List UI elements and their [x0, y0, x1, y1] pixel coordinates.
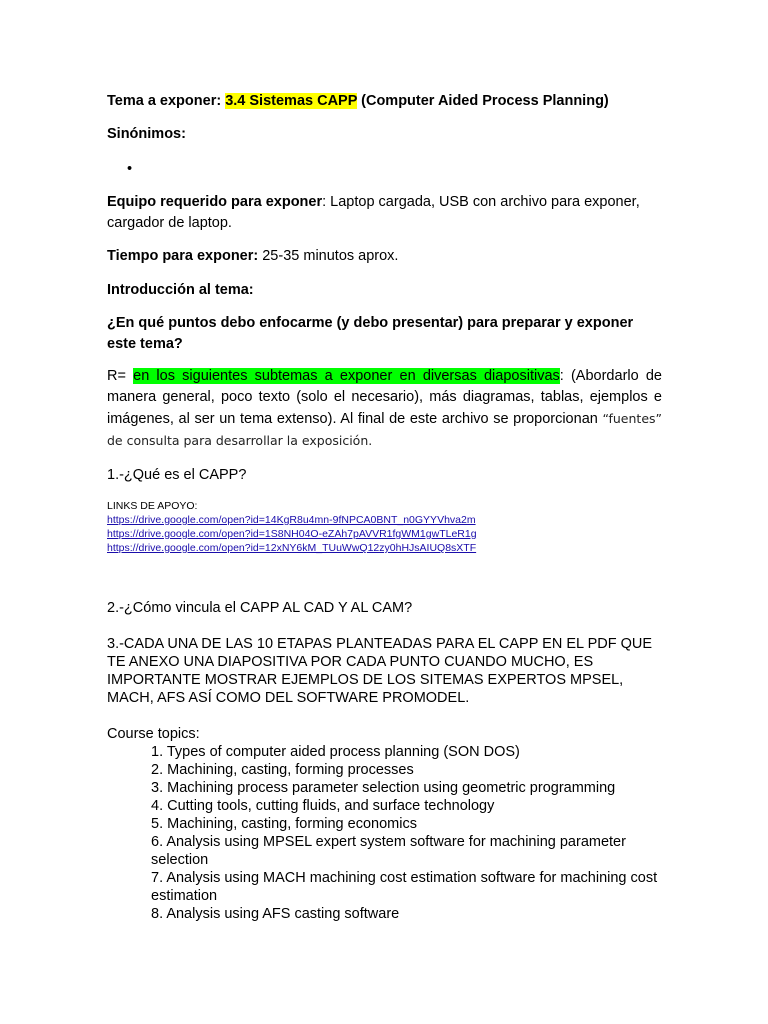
links-block: [107, 499, 662, 555]
course-topics: [107, 725, 662, 923]
respuesta-paragraph: [107, 366, 662, 452]
tiempo-text: 25-35 minutos aprox.: [258, 248, 399, 264]
sinonimos-list: [107, 159, 662, 180]
respuesta-highlight: en los siguientes subtemas a exponer en diversas diapositivas: [133, 368, 560, 384]
respuesta-prefix: R=: [107, 368, 134, 384]
pregunta-heading: ¿En qué puntos debo enfocarme (y debo presentar) para preparar y exponer este tema?: [107, 315, 634, 352]
support-link-2[interactable]: https://drive.google.com/open?id=1S8NH04O-eZAh7pAVVR1fgWM1gwTLeR1g: [107, 528, 477, 540]
topic-item: 1. Types of computer aided process planning (SON DOS): [151, 744, 520, 760]
topic-item: 4. Cutting tools, cutting fluids, and surface technology: [151, 798, 495, 814]
equipo-paragraph: [107, 192, 662, 234]
tema-highlight: 3.4 Sistemas CAPP: [225, 93, 358, 109]
equipo-text: : Laptop cargada, USB con archivo para exponer, cargador de laptop.: [107, 194, 640, 231]
tiempo-paragraph: [107, 246, 662, 267]
topic-item: 5. Machining, casting, forming economics: [151, 816, 417, 832]
respuesta-fuentes: “fuentes” de consulta para desarrollar la exposición.: [107, 411, 662, 448]
question-2: 2.-¿Cómo vincula el CAPP AL CAD Y AL CAM?: [107, 600, 413, 616]
respuesta-text: : (Abordarlo de manera general, poco texto (solo el necesario), más diagramas, tablas, ejemplos e imágenes, al ser un tema extenso). Al final de este archivo se proporcionan: [107, 368, 662, 427]
course-topics-heading: Course topics:: [107, 726, 200, 742]
tema-rest: (Computer Aided Process Planning): [357, 93, 609, 109]
topic-item: 8. Analysis using AFS casting software: [151, 906, 400, 922]
topic-item: 3. Machining process parameter selection using geometric programming: [151, 780, 616, 796]
question-3: 3.-CADA UNA DE LAS 10 ETAPAS PLANTEADAS PARA EL CAPP EN EL PDF QUE TE ANEXO UNA DIAPOSITIVA POR CADA PUNTO CUANDO MUCHO, ES IMPORTANTE MOSTRAR EJEMPLOS DE LOS SITEMAS EXPERTOS MPSEL, MACH, AFS ASÍ COMO DEL SOFTWARE PROMODEL.: [107, 636, 653, 706]
topic-item: 6. Analysis using MPSEL expert system software for machining parameter selection: [151, 834, 626, 868]
links-label: LINKS DE APOYO:: [107, 500, 198, 512]
tema-line: [107, 91, 662, 112]
support-link-1[interactable]: https://drive.google.com/open?id=14KgR8u4mn-9fNPCA0BNT_n0GYYVhva2m: [107, 514, 476, 526]
document-page: [107, 91, 662, 923]
topic-item: 2. Machining, casting, forming processes: [151, 762, 414, 778]
equipo-label: Equipo requerido para exponer: [107, 194, 323, 210]
introduccion-label: Introducción al tema:: [107, 282, 254, 298]
question-1: 1.-¿Qué es el CAPP?: [107, 467, 247, 483]
bullet-point: •: [127, 161, 133, 177]
tiempo-label: Tiempo para exponer:: [107, 248, 259, 264]
tema-label: Tema a exponer:: [107, 93, 226, 109]
topic-item: 7. Analysis using MACH machining cost estimation software for machining cost estimation: [151, 870, 658, 904]
support-link-3[interactable]: https://drive.google.com/open?id=12xNY6kM_TUuWwQ12zy0hHJsAIUQ8sXTF: [107, 542, 477, 554]
sinonimos-label: Sinónimos:: [107, 126, 186, 142]
